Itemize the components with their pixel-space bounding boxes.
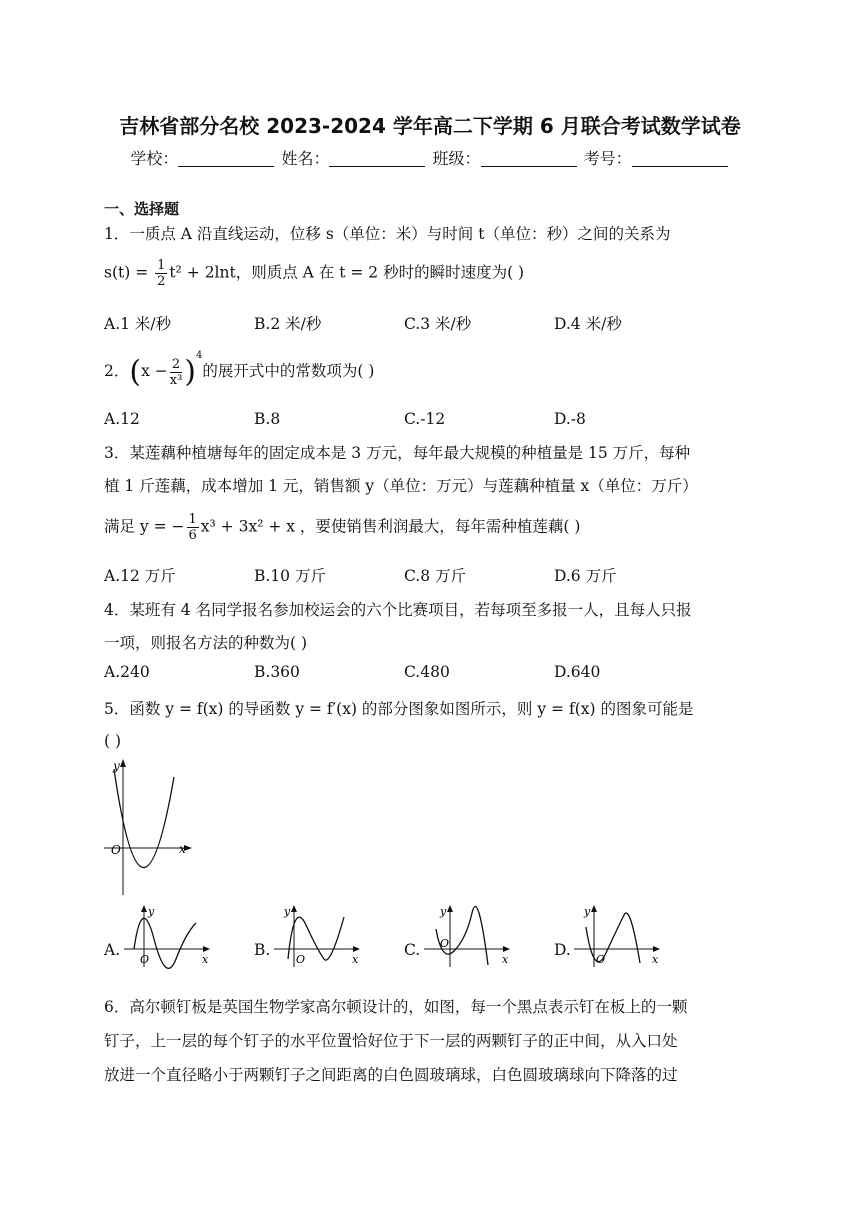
q5-option-d[interactable]: D. xyxy=(554,941,571,959)
q5-d-origin-label: O xyxy=(596,953,606,966)
q5-a-origin-label: O xyxy=(140,953,150,966)
q5-line2: ( ) xyxy=(104,732,122,750)
q5-d-y-label: y xyxy=(584,905,591,918)
q5-option-c[interactable]: C. xyxy=(404,941,421,959)
q5-line1: 5．函数 y = f(x) 的导函数 y = f′(x) 的部分图象如图所示，则 y = f(x) 的图象可能是 xyxy=(104,700,694,718)
q2-power: 4 xyxy=(196,350,203,361)
q6-line3: 放进一个直径略小于两颗钉子之间距离的白色圆玻璃球，白色圆玻璃球向下降落的过 xyxy=(104,1066,678,1084)
q3-option-a[interactable]: A.12 万斤 xyxy=(104,567,176,585)
student-info-line xyxy=(0,146,860,169)
q1-option-c[interactable]: C.3 米/秒 xyxy=(404,315,472,333)
q1-option-d[interactable]: D.4 米/秒 xyxy=(554,315,622,333)
q3-line3-head: 满足 y = − xyxy=(104,517,185,536)
q3-line1: 3．某莲藕种植塘每年的固定成本是 3 万元，每年最大规模的种植量是 15 万斤，每种 xyxy=(104,444,691,462)
exam-title: 吉林省部分名校 2023-2024 学年高二下学期 6 月联合考试数学试卷 xyxy=(119,114,741,138)
q6-line2: 钉子，上一层的每个钉子的水平位置恰好位于下一层的两颗钉子的正中间，从入口处 xyxy=(104,1032,678,1050)
q3-option-d[interactable]: D.6 万斤 xyxy=(554,567,617,585)
q2-option-c[interactable]: C.-12 xyxy=(404,410,446,428)
q4-line2: 一项，则报名方法的种数为( ) xyxy=(104,634,308,652)
q2-option-b[interactable]: B.8 xyxy=(254,410,281,428)
q4-option-a[interactable]: A.240 xyxy=(104,663,150,681)
exam-number-blank[interactable] xyxy=(632,150,728,167)
q3-option-c[interactable]: C.8 万斤 xyxy=(404,567,467,585)
q5-b-x-label: x xyxy=(352,953,359,966)
q5-main-origin-label: O xyxy=(111,843,121,857)
q1-fraction: $\frac{1}{2}$ xyxy=(157,258,166,289)
q3-line3 xyxy=(104,512,580,543)
q5-option-d-graph[interactable] xyxy=(570,903,666,969)
class-blank[interactable] xyxy=(481,150,577,167)
q1-formula-lhs: s(t) = xyxy=(104,263,154,282)
q5-c-x-label: x xyxy=(502,953,509,966)
q5-b-y-label: y xyxy=(284,905,291,918)
q4-option-c[interactable]: C.480 xyxy=(404,663,450,681)
q4-line1: 4．某班有 4 名同学报名参加校运会的六个比赛项目，若每项至多报一人，且每人只报 xyxy=(104,601,692,619)
q1-line1: 1．一质点 A 沿直线运动，位移 s（单位：米）与时间 t（单位：秒）之间的关系为 xyxy=(104,225,671,243)
q2-option-d[interactable]: D.-8 xyxy=(554,410,586,428)
q3-option-b[interactable]: B.10 万斤 xyxy=(254,567,326,585)
q5-a-y-label: y xyxy=(148,905,155,918)
q2-option-a[interactable]: A.12 xyxy=(104,410,140,428)
q5-c-y-label: y xyxy=(440,905,447,918)
q5-main-y-label: y xyxy=(113,759,120,773)
q1-option-a[interactable]: A.1 米/秒 xyxy=(104,315,172,333)
q2-tail: 的展开式中的常数项为( ) xyxy=(202,362,375,380)
section-title: 一、选择题 xyxy=(104,200,180,218)
name-label: 姓名： xyxy=(281,149,330,168)
q4-option-d[interactable]: D.640 xyxy=(554,663,601,681)
q2-expr-x: x − xyxy=(141,362,168,380)
q3-line2: 植 1 斤莲藕，成本增加 1 元，销售额 y（单位：万元）与莲藕种植量 x（单位：万斤） xyxy=(104,477,698,495)
exam-number-label: 考号： xyxy=(583,149,632,168)
q4-option-b[interactable]: B.360 xyxy=(254,663,300,681)
q5-option-a-graph[interactable] xyxy=(120,903,216,969)
q2-fraction: $\frac{2}{\text{x³}}$ xyxy=(169,356,183,388)
q1-formula-rhs: t² + 2lnt xyxy=(169,263,236,282)
q5-option-b[interactable]: B. xyxy=(254,941,271,959)
q2-line: 2．(x − $\frac{2}{\text{x³}}$ )$^4$的展开式中的常数项为( ) xyxy=(104,350,375,390)
name-blank[interactable] xyxy=(329,150,425,167)
q5-option-b-graph[interactable] xyxy=(270,903,366,969)
q3-fraction: $\frac{1}{6}$ xyxy=(188,512,197,543)
q5-d-x-label: x xyxy=(652,953,659,966)
q5-option-a[interactable]: A. xyxy=(104,941,121,959)
q1-line2-tail: ，则质点 A 在 t = 2 秒时的瞬时速度为( ) xyxy=(235,263,525,282)
q5-option-c-graph[interactable] xyxy=(420,903,516,969)
q5-main-x-label: x xyxy=(179,842,186,856)
q5-derivative-graph xyxy=(98,757,198,897)
q3-line3-tail: x³ + 3x² + x ，要使销售利润最大，每年需种植莲藕( ) xyxy=(200,517,581,536)
q2-prefix: 2． xyxy=(104,362,130,380)
q1-line2 xyxy=(104,258,524,289)
q5-a-x-label: x xyxy=(202,953,209,966)
q6-line1: 6．高尔顿钉板是英国生物学家高尔顿设计的，如图，每一个黑点表示钉在板上的一颗 xyxy=(104,998,688,1016)
school-blank[interactable] xyxy=(178,150,274,167)
q1-option-b[interactable]: B.2 米/秒 xyxy=(254,315,322,333)
school-label: 学校： xyxy=(130,149,179,168)
q5-c-origin-label: O xyxy=(440,937,450,950)
class-label: 班级： xyxy=(432,149,481,168)
q5-b-origin-label: O xyxy=(296,953,306,966)
